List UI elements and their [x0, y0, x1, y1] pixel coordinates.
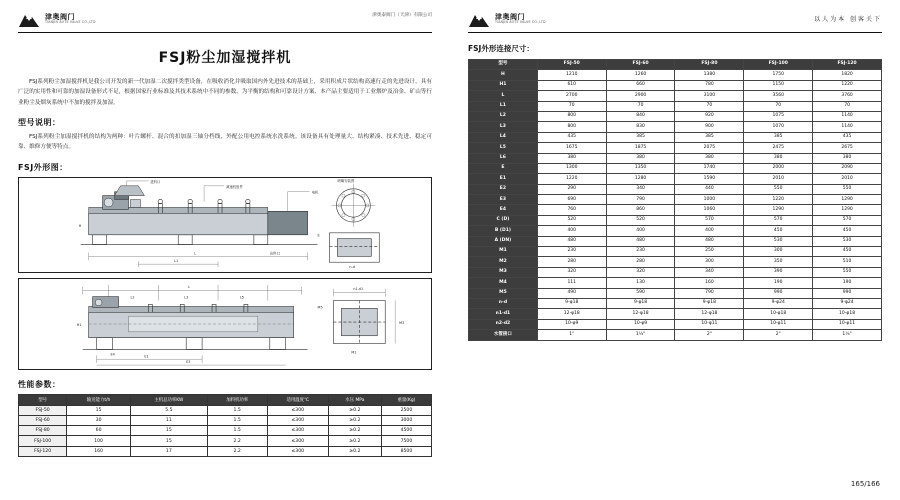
cell: 3760	[813, 91, 882, 101]
cell: 1060	[675, 205, 744, 215]
section-model-text: FSJ系列粉尘加湿搅拌机的结构为两种：叶片螺杆、混合的扣加湿三轴分档线，外配公用电控系统水洗系统。该设备具有处理量大、结构紧凑、技术先进、稳定可靠、维修方便等特点。	[18, 134, 432, 151]
cell: 1590	[675, 174, 744, 184]
cell: 1290	[813, 195, 882, 205]
svg-text:M5: M5	[317, 305, 323, 310]
table-row	[469, 205, 882, 215]
cell: 3100	[675, 91, 744, 101]
svg-text:进料口: 进料口	[150, 179, 161, 184]
cell: 385	[606, 132, 675, 142]
brand-logo	[18, 10, 96, 28]
cell: 1140	[813, 111, 882, 121]
cell: 2475	[744, 143, 813, 153]
table-row	[469, 309, 882, 319]
table-row	[469, 91, 882, 101]
dim-row-label: M1	[469, 247, 538, 257]
perf-col-3: 加料机功率	[207, 394, 267, 405]
cell: 70	[744, 101, 813, 111]
cell: 450	[744, 226, 813, 236]
cell: 610	[537, 80, 606, 90]
cell: ≥0.2	[328, 426, 381, 436]
cell: 1.5	[207, 426, 267, 436]
page-number: 165/166	[850, 480, 880, 488]
cell: 1¼"	[813, 330, 882, 340]
svg-text:电机: 电机	[311, 190, 319, 195]
cell: 1.5	[207, 416, 267, 426]
cell: FSJ-80	[19, 426, 67, 436]
cell: 280	[606, 257, 675, 267]
cell: 1380	[675, 70, 744, 80]
cell: 30	[67, 416, 131, 426]
cell: 160	[675, 278, 744, 288]
dim-row-label: L4	[469, 132, 538, 142]
cell: 70	[675, 101, 744, 111]
table-row	[469, 80, 882, 90]
cell: 320	[537, 267, 606, 277]
cell: 480	[537, 236, 606, 246]
cell: FSJ-50	[19, 405, 67, 415]
cell: 1740	[675, 163, 744, 173]
cell: 10-φ11	[744, 319, 813, 329]
cell: 17	[130, 446, 207, 456]
dim-row-label: E	[469, 163, 538, 173]
cell: 570	[744, 215, 813, 225]
cell: 1675	[537, 143, 606, 153]
cell: 400	[606, 226, 675, 236]
cell: 1"	[537, 330, 606, 340]
table-row	[469, 163, 882, 173]
technical-drawing-bottom	[18, 278, 432, 370]
cell: 2"	[675, 330, 744, 340]
svg-text:L: L	[188, 284, 191, 289]
cell: 10-φ18	[813, 309, 882, 319]
table-row	[19, 446, 432, 456]
intro-paragraph: FSJ系列粉尘加湿搅拌机是我公司开发的新一代加湿二次搅拌类型设备，在吸收消化并吸取国内外先进技术的基础上，采用积成片状结构高速行走的先进设计，具有广泛的实用性和可靠的加湿设备形式不足，根据国家行业标准及其技术系统中不同的参数、为平衡的结构和可靠设计方案、本产品主要适用于工业烟炉及冶金、矿山等行业粉尘及烟灰系统中不加的搅拌及加湿。	[18, 79, 432, 106]
cell: 380	[537, 153, 606, 163]
cell: 1820	[813, 70, 882, 80]
perf-col-2: 主机总功率KW	[130, 394, 207, 405]
cell: 1260	[606, 70, 675, 80]
cell: 380	[675, 153, 744, 163]
dim-row-label: H	[469, 70, 538, 80]
brand-name-en: TIANJIN AOTE VALVE CO.,LTD	[45, 19, 96, 24]
table-row	[469, 226, 882, 236]
table-row	[19, 426, 432, 436]
cell: 1075	[744, 111, 813, 121]
cell: 480	[606, 236, 675, 246]
cell: 780	[675, 80, 744, 90]
cell: 1¼"	[606, 330, 675, 340]
table-row	[469, 101, 882, 111]
cell: 690	[537, 195, 606, 205]
cell: 11	[130, 416, 207, 426]
cell: 490	[537, 288, 606, 298]
cell: 10-φ9	[606, 319, 675, 329]
dim-col-1: FSJ-50	[537, 60, 606, 70]
cell: 1290	[813, 205, 882, 215]
cell: 1150	[744, 80, 813, 90]
svg-text:H: H	[78, 223, 82, 228]
dim-row-label: L5	[469, 143, 538, 153]
cell: ≤300	[267, 426, 328, 436]
cell: 9-φ18	[675, 298, 744, 308]
right-page	[450, 0, 900, 500]
svg-text:E4: E4	[110, 352, 115, 357]
dim-row-label: E1	[469, 174, 538, 184]
section-model-title: 型号说明：	[18, 118, 61, 128]
cell: 10-φ11	[675, 319, 744, 329]
cell: 530	[813, 236, 882, 246]
table-row	[469, 247, 882, 257]
cell: 920	[675, 111, 744, 121]
dim-row-label: B (D1)	[469, 226, 538, 236]
right-page-header	[468, 10, 882, 33]
cell: 4500	[381, 426, 431, 436]
svg-text:L: L	[194, 251, 197, 256]
svg-text:M1: M1	[351, 350, 357, 355]
table-row	[19, 416, 432, 426]
cell: 12-φ18	[675, 309, 744, 319]
cell: 1220	[537, 174, 606, 184]
cell: 1750	[744, 70, 813, 80]
cell: 990	[744, 288, 813, 298]
cell: 1070	[744, 122, 813, 132]
cell: 12-φ18	[537, 309, 606, 319]
cell: 1.5	[207, 405, 267, 415]
cell: 790	[606, 195, 675, 205]
dim-row-label: H1	[469, 80, 538, 90]
company-line: 津奥泰阀门（天津）有限公司	[372, 13, 432, 18]
dim-row-label: L1	[469, 101, 538, 111]
dim-row-label: L6	[469, 153, 538, 163]
dim-row-label: M3	[469, 267, 538, 277]
svg-text:E3: E3	[186, 359, 191, 364]
cell: 340	[675, 267, 744, 277]
table-row	[19, 436, 432, 446]
table-row	[469, 184, 882, 194]
cell: 2000	[744, 163, 813, 173]
dim-row-label: A (DN)	[469, 236, 538, 246]
cell: 130	[606, 278, 675, 288]
table-row	[19, 405, 432, 415]
cell: 1220	[813, 80, 882, 90]
cell: 1140	[813, 122, 882, 132]
cell: 550	[813, 267, 882, 277]
cell: ≤300	[267, 405, 328, 415]
cell: 3560	[744, 91, 813, 101]
cell: 1300	[537, 163, 606, 173]
dim-row-label: L3	[469, 122, 538, 132]
cell: 1000	[675, 195, 744, 205]
cell: 1290	[744, 205, 813, 215]
dim-row-label: E3	[469, 195, 538, 205]
cell: 2500	[381, 405, 431, 415]
cell: 290	[537, 184, 606, 194]
dim-row-label: n-d	[469, 298, 538, 308]
cell: 111	[537, 278, 606, 288]
table-row	[469, 111, 882, 121]
cell: 400	[537, 226, 606, 236]
cell: 10-φ11	[813, 319, 882, 329]
brand-name-cn: 津奥阀门	[45, 12, 75, 21]
cell: 510	[813, 257, 882, 267]
cell: 1210	[537, 70, 606, 80]
cell: 3000	[381, 416, 431, 426]
table-row	[469, 174, 882, 184]
section-performance-title: 性能参数：	[18, 379, 61, 389]
cell: 800	[537, 111, 606, 121]
cell: 550	[744, 184, 813, 194]
dim-row-label: n1-d1	[469, 309, 538, 319]
cell: 520	[606, 215, 675, 225]
cell: 8500	[381, 446, 431, 456]
svg-text:H1: H1	[76, 322, 82, 327]
cell: 450	[813, 226, 882, 236]
dim-row-label: E2	[469, 184, 538, 194]
cell: 590	[606, 288, 675, 298]
dim-col-4: FSJ-100	[744, 60, 813, 70]
performance-table	[18, 394, 432, 457]
dim-col-3: FSJ-80	[675, 60, 744, 70]
svg-text:n-d: n-d	[349, 264, 355, 269]
brand-logo	[468, 10, 546, 28]
cell: 990	[813, 288, 882, 298]
cell: 2.2	[207, 446, 267, 456]
cell: 435	[537, 132, 606, 142]
cell: ≥0.2	[328, 446, 381, 456]
cell: 9-φ18	[537, 298, 606, 308]
cell: 900	[675, 122, 744, 132]
cell: ≤300	[267, 436, 328, 446]
perf-col-5: 水压 MPa	[328, 394, 381, 405]
dim-row-label: L2	[469, 111, 538, 121]
table-row	[469, 257, 882, 267]
svg-text:L5: L5	[239, 295, 244, 300]
cell: 60	[67, 426, 131, 436]
dim-row-label: C (D)	[469, 215, 538, 225]
dimension-table-header-row	[469, 60, 882, 70]
cell: 70	[537, 101, 606, 111]
cell: 15	[130, 426, 207, 436]
cell: ≥0.2	[328, 405, 381, 415]
cell: 860	[606, 205, 675, 215]
table-row	[469, 70, 882, 80]
svg-text:L2: L2	[130, 295, 135, 300]
cell: 1875	[606, 143, 675, 153]
cell: 450	[813, 247, 882, 257]
cell: 480	[675, 236, 744, 246]
svg-text:减速机组件: 减速机组件	[225, 184, 243, 189]
cell: 2090	[813, 163, 882, 173]
cell: 530	[744, 236, 813, 246]
cell: 5.5	[130, 405, 207, 415]
cell: FSJ-60	[19, 416, 67, 426]
cell: 250	[675, 247, 744, 257]
left-page-header	[18, 10, 432, 33]
perf-col-0: 型号	[19, 394, 67, 405]
cell: 660	[606, 80, 675, 90]
cell: 440	[675, 184, 744, 194]
cell: 70	[606, 101, 675, 111]
cell: 300	[675, 257, 744, 267]
cell: 9-φ24	[813, 298, 882, 308]
dimension-table-title: FSJ外形连接尺寸：	[468, 44, 534, 53]
mountain-logo-icon	[18, 10, 40, 28]
perf-col-4: 适用温度℃	[267, 394, 328, 405]
cell: 190	[813, 278, 882, 288]
svg-text:E1: E1	[144, 354, 149, 358]
cell: 280	[537, 257, 606, 267]
cell: 350	[744, 257, 813, 267]
table-row	[469, 132, 882, 142]
cell: FSJ-100	[19, 436, 67, 446]
cell: 760	[537, 205, 606, 215]
table-row	[469, 195, 882, 205]
cell: 1220	[744, 195, 813, 205]
cell: 2.2	[207, 436, 267, 446]
svg-text:M3: M3	[399, 320, 405, 325]
cell: 15	[67, 405, 131, 415]
cell: 380	[813, 153, 882, 163]
svg-text:出料口: 出料口	[269, 251, 280, 256]
table-row	[469, 143, 882, 153]
table-row	[469, 278, 882, 288]
cell: 2900	[606, 91, 675, 101]
cell: 2700	[537, 91, 606, 101]
table-row	[469, 236, 882, 246]
cell: 9-φ18	[606, 298, 675, 308]
cell: 340	[606, 184, 675, 194]
cell: 230	[606, 247, 675, 257]
svg-text:L3: L3	[184, 295, 189, 300]
cell: 1280	[606, 174, 675, 184]
cell: 385	[675, 132, 744, 142]
cell: 100	[67, 436, 131, 446]
cell: 570	[813, 215, 882, 225]
dim-row-label: M2	[469, 257, 538, 267]
dim-row-label: M4	[469, 278, 538, 288]
table-row	[469, 288, 882, 298]
cell: 520	[537, 215, 606, 225]
mountain-logo-icon	[468, 10, 490, 28]
cell: 550	[813, 184, 882, 194]
cell: 12-φ18	[606, 309, 675, 319]
cell: 840	[606, 111, 675, 121]
cell: ≤300	[267, 446, 328, 456]
cell: 300	[744, 247, 813, 257]
page-title: FSJ粉尘加湿搅拌机	[158, 50, 292, 66]
cell: 1350	[606, 163, 675, 173]
cell: 790	[675, 288, 744, 298]
cell: 2010	[813, 174, 882, 184]
cell: 400	[675, 226, 744, 236]
cell: ≤300	[267, 416, 328, 426]
cell: 380	[744, 153, 813, 163]
svg-text:E: E	[317, 233, 320, 238]
dim-row-label: L	[469, 91, 538, 101]
table-row	[469, 319, 882, 329]
cell: 570	[675, 215, 744, 225]
table-row	[469, 215, 882, 225]
cell: 2075	[675, 143, 744, 153]
cell: ≥0.2	[328, 416, 381, 426]
table-row	[469, 267, 882, 277]
brand-name-en: TIANJIN AOTE VALVE CO.,LTD	[495, 19, 546, 24]
dimension-table	[468, 59, 882, 341]
svg-text:喷嘴安装图: 喷嘴安装图	[337, 178, 355, 183]
performance-table-header-row	[19, 394, 432, 405]
cell: 9-φ24	[744, 298, 813, 308]
technical-drawing-top	[18, 177, 432, 273]
cell: 800	[537, 122, 606, 132]
cell: ≥0.2	[328, 436, 381, 446]
cell: 160	[67, 446, 131, 456]
cell: 385	[744, 132, 813, 142]
cell: 380	[606, 153, 675, 163]
cell: 190	[744, 278, 813, 288]
cell: 830	[606, 122, 675, 132]
cell: 10-φ18	[744, 309, 813, 319]
cell: 2"	[744, 330, 813, 340]
dim-col-5: FSJ-120	[813, 60, 882, 70]
section-dimension-title: FSJ外形图：	[18, 162, 68, 172]
cell: 435	[813, 132, 882, 142]
dim-row-label: n2-d2	[469, 319, 538, 329]
cell: 70	[813, 101, 882, 111]
perf-col-1: 输送能力t/h	[67, 394, 131, 405]
brand-name-cn: 津奥阀门	[495, 12, 525, 21]
dim-col-0: 型号	[469, 60, 538, 70]
cell: 390	[744, 267, 813, 277]
perf-col-6: 重量(Kg)	[381, 394, 431, 405]
dim-col-2: FSJ-60	[606, 60, 675, 70]
cell: 320	[606, 267, 675, 277]
cell: 2010	[744, 174, 813, 184]
header-slogan: 以人为本 创客关下	[814, 16, 882, 23]
dim-row-label: 水管接口	[469, 330, 538, 340]
cell: 10-φ9	[537, 319, 606, 329]
svg-text:L1: L1	[174, 258, 179, 263]
svg-text:n1-d1: n1-d1	[353, 286, 364, 291]
cell: 15	[130, 436, 207, 446]
cell: 230	[537, 247, 606, 257]
dim-row-label: E4	[469, 205, 538, 215]
table-row	[469, 298, 882, 308]
cell: 2675	[813, 143, 882, 153]
table-row	[469, 122, 882, 132]
dim-row-label: M5	[469, 288, 538, 298]
cell: FSJ-120	[19, 446, 67, 456]
table-row	[469, 153, 882, 163]
table-row	[469, 330, 882, 340]
cell: 7500	[381, 436, 431, 446]
